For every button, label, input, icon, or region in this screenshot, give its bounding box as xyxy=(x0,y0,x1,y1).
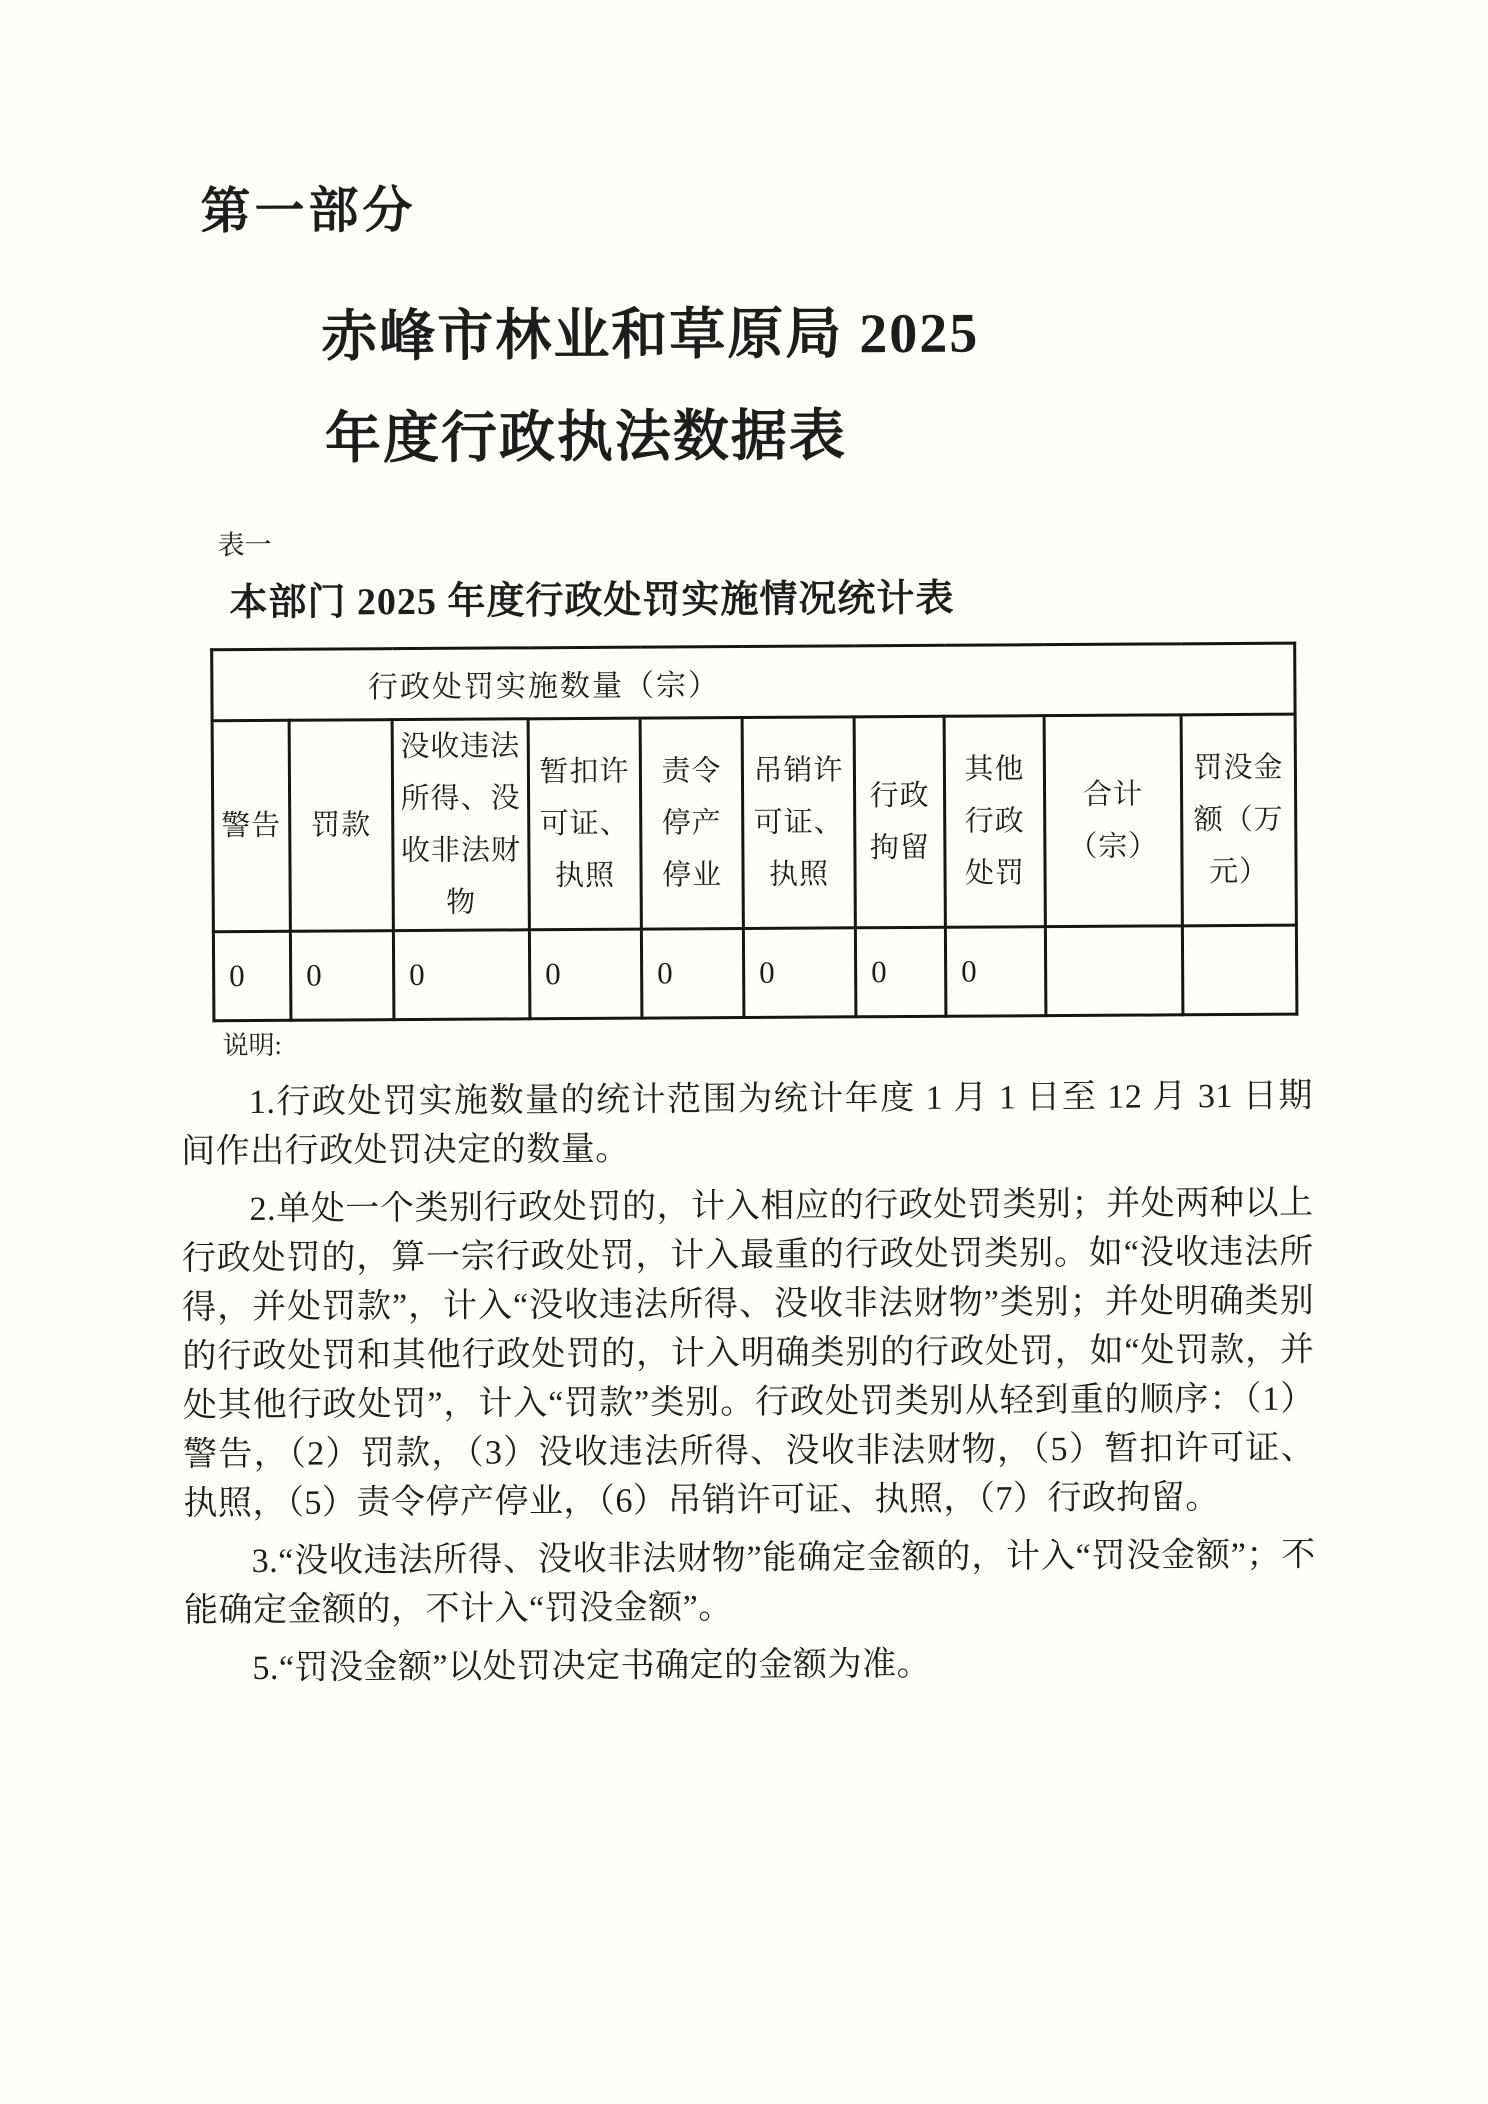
value-amount xyxy=(1182,925,1297,1015)
table-caption: 本部门 2025 年度行政处罚实施情况统计表 xyxy=(229,577,955,625)
column-header-suspend-license: 暂扣许可证、执照 xyxy=(528,718,641,930)
table-header-row xyxy=(212,714,1296,932)
column-header-total: 合计（宗） xyxy=(1044,715,1182,927)
column-header-revoke-license: 吊销许可证、执照 xyxy=(742,717,855,929)
value-detention: 0 xyxy=(855,927,946,1017)
span-header-cell: 行政处罚实施数量（宗） xyxy=(212,643,1295,721)
column-header-detention: 行政拘留 xyxy=(854,716,945,928)
value-halt-business: 0 xyxy=(641,929,744,1019)
column-header-other-penalty: 其他行政处罚 xyxy=(944,716,1045,928)
table-number-label: 表一 xyxy=(217,529,272,561)
notes-label: 说明: xyxy=(222,1030,282,1061)
table-span-header-row xyxy=(212,643,1295,721)
value-suspend-license: 0 xyxy=(529,929,642,1019)
note-item-5: 5.“罚没金额”以处罚决定书确定的金额为准。 xyxy=(252,1645,932,1688)
column-header-fine: 罚款 xyxy=(289,720,393,932)
table-data-row xyxy=(213,925,1297,1021)
value-confiscation: 0 xyxy=(393,930,530,1020)
value-revoke-license: 0 xyxy=(743,928,856,1018)
value-fine: 0 xyxy=(290,931,394,1021)
column-header-confiscation: 没收违法所得、没收非法财物 xyxy=(392,719,529,931)
value-warning: 0 xyxy=(213,931,291,1020)
part-heading: 第一部分 xyxy=(200,181,417,240)
document-title-line2: 年度行政执法数据表 xyxy=(324,405,848,471)
note-item-2: 2.单处一个类别行政处罚的，计入相应的行政处罚类别；并处两种以上行政处罚的，算一宗行政处罚，计入最重的行政处罚类别。如“没收违法所得，并处罚款”，计入“没收违法所得、没收非法财物”类别；并处明确类别的行政处罚和其他行政处罚的，计入明确类别的行政处罚，如“处罚款，并处其他行政处罚”，计入“罚款”类别。行政处罚类别从轻到重的顺序：（1）警告，（2）罚款，（3）没收违法所得、没收非法财物，（5）暂扣许可证、执照，（5）责令停产停业，（6）吊销许可证、执照，（7）行政拘留。 xyxy=(181,1184,1316,1523)
value-other-penalty: 0 xyxy=(945,927,1046,1017)
column-header-amount: 罚没金额（万元） xyxy=(1181,714,1296,926)
penalty-statistics-table xyxy=(210,642,1295,1023)
document-title-line1: 赤峰市林业和草原局 2025 xyxy=(321,302,980,369)
notes-section xyxy=(180,1019,1316,1703)
column-header-warning: 警告 xyxy=(212,720,290,931)
note-item-3: 3.“没收违法所得、没收非法财物”能确定金额的，计入“罚没金额”；不能确定金额的，不计入“罚没金额”。 xyxy=(183,1536,1316,1630)
value-total xyxy=(1045,926,1183,1016)
note-item-1: 1.行政处罚实施数量的统计范围为统计年度 1 月 1 日至 12 月 31 日期间作出行政处罚决定的数量。 xyxy=(181,1077,1314,1171)
column-header-halt-business: 责令停产停业 xyxy=(640,718,743,930)
